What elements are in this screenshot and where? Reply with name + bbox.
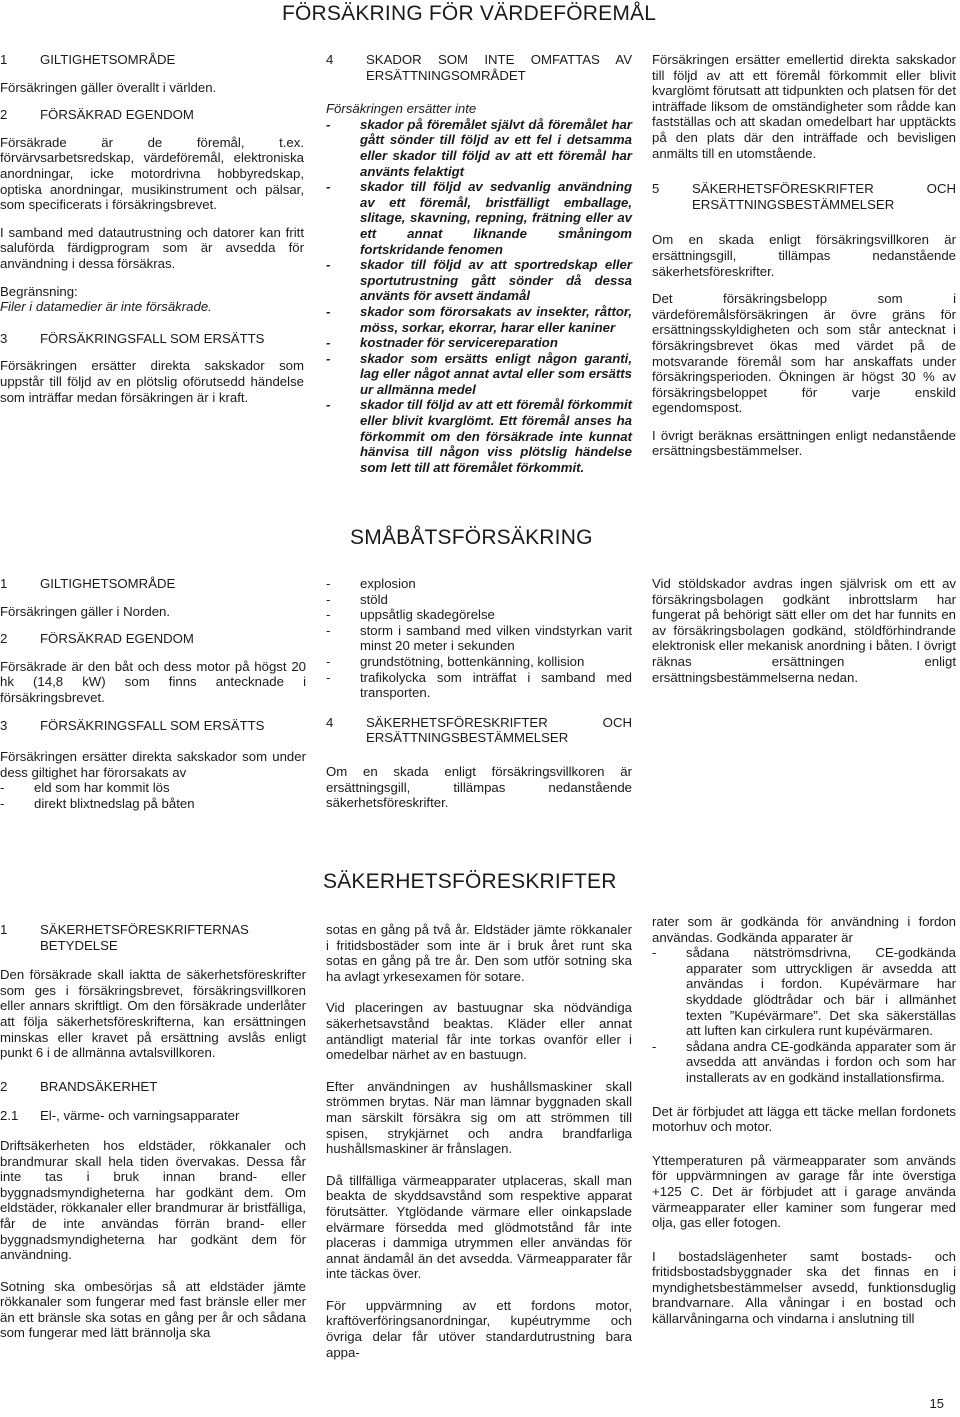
heading-el-varme-varningsapparater: 2.1 El-, värme- och varningsapparater (0, 1108, 240, 1124)
list-item: - skador på föremålet självt då föremålet har gått sönder till följd av ett fel i detsamma eller skador till följd av att ett föremål har använts felaktigt (326, 116, 632, 179)
covered-list-continued (326, 576, 632, 701)
covered-list (0, 780, 306, 811)
heading-brandsakerhet: 2 BRANDSÄKERHET (0, 1078, 158, 1094)
paragraph: Vid placeringen av bastuugnar ska nödvändiga säkerhetsavstånd beaktas. Kläder eller annat antändligt material får inte torkas ovanför eller i omedelbar närhet av en bastuugn. (326, 1000, 632, 1063)
heading-forsakringsfall: 3 FÖRSÄKRINGSFALL SOM ERSÄTTS (0, 717, 265, 733)
approved-apparatus-list (652, 945, 956, 1085)
section-title-sakerhetsforeskrifter: SÄKERHETSFÖRESKRIFTER (323, 870, 617, 893)
paragraph: Efter användningen av hushållsmaskiner skall strömmen brytas. När man lämnar byggnaden skall man särskilt försäkra sig om att strömmen till spisen, strykjärnet och andra brandfarliga hushållsmaskiner är frånslagen. (326, 1078, 632, 1157)
list-item: - direkt blixtnedslag på båten (0, 795, 195, 811)
paragraph: Driftsäkerheten hos eldstäder, rökkanaler och brandmurar skall hela tiden övervakas. Dessa får inte tas i bruk innan brand- eller byggnadsmyndigheterna har godkänt dem. Om eldstäder, rökkanaler eller brandmurar är bristfälliga, får de inte användas förrän brand- eller byggnadsmyndigheterna har godkänt dem för användning. (0, 1137, 306, 1263)
paragraph: Försäkringen ersätter direkta sakskador som uppstår till följd av en plötslig oförutsedd händelse som inträffar medan försäkringen är i kraft. (0, 358, 304, 405)
section-title-smabatsforsakring: SMÅBÅTSFÖRSÄKRING (350, 526, 593, 549)
smabat-column-3 (652, 576, 956, 697)
heading-betydelse: 1 SÄKERHETSFÖRESKRIFTERNAS BETYDELSE (0, 922, 249, 953)
limitation-label: Begränsning: (0, 283, 78, 299)
list-item: - trafikolycka som inträffat i samband med transporten. (326, 669, 632, 701)
list-item: - explosion (326, 576, 416, 591)
paragraph: Det försäkringsbelopp som i värdeföremålsförsäkringen är övre gräns för ersättningsskyldigheten och som står antecknat i försäkringsbrevet ökas med värdet på de motsvarande föremål som har anskaffats under försäkringsperioden. Ökningen är högst 30 % av försäkringsbeloppet för varje enskild egendomspost. (652, 291, 956, 416)
heading-sakerhetsforeskrifter: 4 SÄKERHETSFÖRESKRIFTER OCH ERSÄTTNINGSBESTÄMMELSER (326, 714, 632, 746)
paragraph: Försäkringen ersätter emellertid direkta sakskador till följd av att ett föremål förkommit eller blivit kvarglömt förutsatt att tidpunkten och platsen för det inträffade liksom de omständigheter som råddе kan fastställas och att skadan omedelbart har upptäckts på den plats där den inträffade och bevisligen anmälts till en utomstående. (652, 52, 956, 161)
smabat-column-2 (326, 576, 632, 823)
paragraph: Den försäkrade skall iaktta de säkerhetsföreskrifter som ges i försäkringsbrevet, försäkringsvillkoren eller annars skriftligt. Om den försäkrade underlåter att följa säkerhetsföreskrifterna, kan ersättningen minskas eller kravet på ersättning avslås enligt punkt 6 i de allmänna avtalsvillkoren. (0, 967, 306, 1061)
list-item: - uppsåtlig skadegörelse (326, 607, 495, 623)
paragraph: Försäkringen ersätter direkta sakskador som under dess giltighet har förorsakats av (0, 749, 306, 780)
heading-skador-som-inte-omfattas: 4 SKADOR SOM INTE OMFATTAS AV ERSÄTTNINGSOMRÅDET (326, 52, 632, 83)
list-item: - skador som förorsakats av insekter, råttor, möss, sorkar, ekorrar, harar eller kaniner (326, 303, 632, 335)
paragraph: Sotning ska ombesörjas så att eldstäder jämte rökkanaler som fungerar med fast bränsle eller mer än ett bränsle ska sotas en gång per år och sådana som fungerar med lätt brännolja ska (0, 1278, 306, 1341)
paragraph: Försäkrade är den båt och dess motor på högst 20 hk (14,8 kW) som finns antecknade i försäkringsbrevet. (0, 658, 306, 705)
section-title-vardeforemal: FÖRSÄKRING FÖR VÄRDEFÖREMÅL (282, 2, 657, 25)
paragraph: I samband med datautrustning och datorer kan fritt saluförda färdigprogram som är avsedda för användning i dessa försäkras. (0, 224, 304, 271)
paragraph: Det är förbjudet att lägga ett täcke mellan fordonets motorhuv och motor. (652, 1103, 956, 1135)
paragraph: rater som är godkända för användning i fordon användas. Godkända apparater är (652, 914, 956, 945)
heading-giltighetsomrade: 1 GILTIGHETSOMRÅDE (0, 576, 176, 591)
limitation-note (0, 284, 304, 315)
sakerhet-column-1 (0, 922, 306, 1353)
list-item: - stöld (326, 591, 388, 607)
paragraph: Om en skada enligt försäkringsvillkoren är ersättningsgill, tillämpas nedanstående säkerhetsföreskrifter. (652, 232, 956, 279)
heading-forsakringsfall: 3 FÖRSÄKRINGSFALL SOM ERSÄTTS (0, 330, 265, 346)
list-item: - eld som har kommit lös (0, 780, 170, 796)
list-item: - skador till följd av att sportredskap eller sportutrustning gått sönder då dessa använts för avsett ändamål (326, 257, 632, 304)
list-item: - sådana nätströmsdrivna, CE-godkända apparater som uttryckligen är avsedda att användas i fordon. Kupévärmare har skyddade glödtrådar och bär i allmänhet texten ”Kupévärmare”. Det ska säkerställas att luften kan cirkulera runt kupévärmaren. (652, 945, 956, 1039)
vardeforemal-column-3 (652, 52, 956, 471)
vardeforemal-column-2 (326, 52, 632, 487)
paragraph: I bostadslägenheter samt bostads- och fritidsbostadsbyggnader ska det finnas en i myndighetsbestämmelser avsedd, funktionsduglig brandvarnare. Alla våningar i en bostad och källarvåningarna och vindarna i anslutning till (652, 1248, 956, 1327)
list-item: - skador till följd av sedvanlig användning av ett föremål, bristfälligt emballage, slitage, skavning, repning, frätning eller av ett annat liknande småningom fortskridande fenomen (326, 179, 632, 257)
exclusions-intro: Försäkringen ersätter inte (326, 101, 477, 117)
page-number: 15 (929, 1396, 944, 1411)
paragraph: Om en skada enligt försäkringsvillkoren är ersättningsgill, tillämpas nedanstående säkerhetsföreskrifter. (326, 763, 632, 811)
paragraph: Försäkringen gäller överallt i världen. (0, 79, 217, 95)
paragraph: Yttemperaturen på värmeapparater som används för uppvärmningen av garage får inte överstiga +125 C. Det är förbjudet att i garage använda värmeapparater eller kaminer som fungerar med olja, gas eller fotogen. (652, 1152, 956, 1231)
exclusions-list (326, 117, 632, 476)
heading-giltighetsomrade: 1 GILTIGHETSOMRÅDE (0, 52, 176, 67)
paragraph: Då tillfälliga värmeapparater utplaceras, skall man beakta de skyddsavstånd som respektive apparat förutsätter. Ytglödande värmare eller oinkapslade elvärmare försedda med glödmotstånd får inte placeras i dammiga utrymmen eller användas för annat ändamål än det avsedda. Värmeapparater får inte täckas över. (326, 1172, 632, 1282)
paragraph: I övrigt beräknas ersättningen enligt nedanstående ersättningsbestämmelser. (652, 427, 956, 459)
heading-forsakrad-egendom: 2 FÖRSÄKRAD EGENDOM (0, 631, 194, 647)
paragraph: Försäkrade är de föremål, t.ex. förvärvsarbetsredskap, värdeföremål, elektroniska anordningar, icke motordrivna hobbyredskap, optiska anordningar, musikinstrument och pälsar, som specificerats i försäkringsbrevet. (0, 134, 304, 213)
paragraph: För uppvärmning av ett fordons motor, kraftöverföringsanordningar, kupéutrymme och övriga delar får utöver standardutrustning bara appa- (326, 1297, 632, 1360)
heading-sakerhetsforeskrifter: 5 SÄKERHETSFÖRESKRIFTER OCH ERSÄTTNINGSBESTÄMMELSER (652, 181, 956, 212)
sakerhet-column-3 (652, 914, 956, 1339)
heading-forsakrad-egendom: 2 FÖRSÄKRAD EGENDOM (0, 107, 194, 123)
list-item: - kostnader för servicereparation (326, 335, 558, 351)
sakerhet-column-2 (326, 922, 632, 1372)
list-item: - sådana andra CE-godkända apparater som är avsedda att användas i fordon och som har installerats av en godkänd installationsfirma. (652, 1038, 956, 1085)
list-item: - skador som ersätts enligt någon garanti, lag eller något annat avtal eller som ersätts ur allmänna medel (326, 350, 632, 397)
smabat-column-1 (0, 576, 306, 812)
paragraph: Försäkringen gäller i Norden. (0, 603, 171, 619)
list-item: - storm i samband med vilken vindstyrkan varit minst 20 meter i sekunden (326, 622, 632, 654)
paragraph: Vid stöldskador avdras ingen självrisk om ett av försäkringsbolagen godkänt inbrottslarm har fungerat på behörigt sätt eller om det har funnits en av försäkringsbolagen godkänd, stöldförhindrande elektronisk eller mekanisk anordning i båten. I övrigt räknas ersättningen enligt ersättningsbestämmelserna nedan. (652, 576, 956, 685)
list-item: - grundstötning, bottenkänning, kollision (326, 653, 585, 669)
list-item: - skador till följd av att ett föremål förkommit eller blivit kvarglömt. Ett föremål anses ha förkommit om den försäkrade inte kunnat hänvisa till någon viss plötslig händelse som lett till att föremålet förkommit. (326, 397, 632, 475)
limitation-text: Filer i datamedier är inte försäkrade. (0, 299, 212, 315)
paragraph: sotas en gång på två år. Eldstäder jämte rökkanaler i fritidsbostäder som inte är i bruk året runt ska sotas en gång på tre år. Den som utför sotning ska ha avlagt yrkesexamen för sotare. (326, 922, 632, 984)
vardeforemal-column-1 (0, 52, 304, 417)
